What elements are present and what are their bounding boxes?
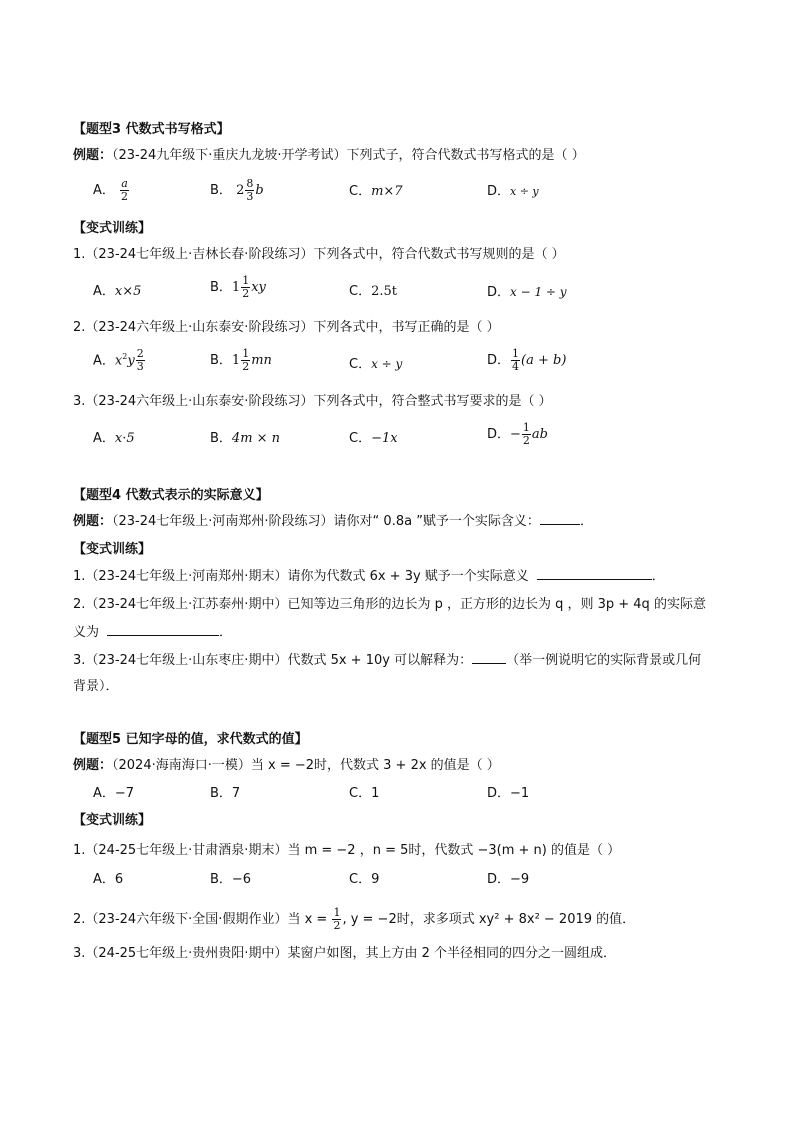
option-d: D．−1 — [487, 786, 530, 801]
option-letter: B． — [210, 183, 232, 198]
option-a: A．6 — [93, 872, 124, 887]
option-b: B．1 $\frac{1}{2}$ xy — [210, 274, 266, 300]
option-letter: D． — [487, 184, 511, 199]
answer-blank[interactable] — [537, 579, 652, 580]
option-c: C．m×7 — [349, 184, 403, 199]
option-a: A．−7 — [93, 786, 135, 801]
example-text: （23-24九年级下·重庆九龙坡·开学考试）下列式子，符合代数式书写格式的是（ ） — [112, 148, 585, 163]
question-text: 1.（23-24七年级上·河南郑州·期末）请你为代数式 6x + 3y 赋予一个实际意义 ． — [73, 569, 665, 584]
option-a: A．x·5 — [93, 431, 135, 446]
example-question-4: 例题：（23-24七年级上·河南郑州·阶段练习）请你对“ 0.8a ”赋予一个实际含义： ． — [73, 514, 593, 529]
practice-label: 【变式训练】 — [73, 813, 152, 828]
question-text: 3.（24-25七年级上·贵州贵阳·期中）某窗户如图，其上方由 2 个半径相同的四分之一圆组成． — [73, 946, 616, 961]
option-a — [93, 178, 130, 203]
section-title-4: 【题型4 代数式表示的实际意义】 — [73, 488, 269, 503]
section-title-5: 【题型5 已知字母的值，求代数式的值】 — [73, 732, 308, 747]
option-c: C．x ÷ y — [349, 357, 403, 372]
question-text: 3.（23-24六年级上·山东泰安·阶段练习）下列各式中，符合整式书写要求的是（ ） — [73, 394, 552, 409]
option-b: B． 2 $\frac{8}{3}$ b — [210, 177, 264, 203]
question-text-cont: 背景）． — [73, 679, 119, 694]
option-letter: C． — [349, 184, 372, 199]
practice-label: 【变式训练】 — [73, 542, 152, 557]
answer-blank[interactable] — [107, 635, 219, 636]
option-b: B．1 $\frac{1}{2}$ mn — [210, 347, 272, 373]
question-text: 2.（23-24六年级下·全国·假期作业）当 x = $\frac{1}{2}$ , y = −2时，求多项式 xy² + 8x² − 2019 的值． — [73, 906, 636, 932]
option-d: D． $\frac{1}{4}$ (a + b) — [487, 347, 567, 373]
option-c: C．−1x — [349, 431, 398, 446]
question-text-cont: 义为 ． — [73, 625, 233, 640]
answer-blank[interactable] — [472, 663, 506, 664]
option-c: C．1 — [349, 786, 380, 801]
option-a: A．$x^2y$ $\frac{2}{3}$ — [93, 347, 144, 374]
question-text: 3.（23-24七年级上·山东枣庄·期中）代数式 5x + 10y 可以解释为： （举一例说明它的实际背景或几何 — [73, 653, 702, 668]
fraction: $\frac{8}{3}$ — [246, 177, 254, 203]
option-letter: A． — [93, 183, 115, 198]
option-c: C．9 — [349, 872, 380, 887]
example-question-5: 例题：（2024·海南海口·一模）当 x = −2时，代数式 3 + 2x 的值是（ ） — [73, 758, 500, 773]
section-title-3: 【题型3 代数式书写格式】 — [73, 122, 230, 137]
example-question-3 — [73, 147, 585, 165]
option-a: A．x×5 — [93, 284, 142, 299]
fraction: $\frac{a}{2}$ — [121, 177, 129, 203]
question-text: 2.（23-24七年级上·江苏泰州·期中）已知等边三角形的边长为 p ，正方形的边长为 q ，则 3p + 4q 的实际意 — [73, 597, 706, 612]
question-text: 1.（23-24七年级上·吉林长春·阶段练习）下列各式中，符合代数式书写规则的是（ ） — [73, 247, 565, 262]
option-d: D．− $\frac{1}{2}$ ab — [487, 421, 548, 447]
option-b: B．−6 — [210, 872, 252, 887]
answer-blank[interactable] — [540, 524, 580, 525]
option-d: D．x − 1 ÷ y — [487, 285, 567, 300]
option-d: D．x ÷ y — [487, 184, 539, 199]
option-d: D．−9 — [487, 872, 530, 887]
option-b: B．7 — [210, 786, 241, 801]
example-label: 例题： — [73, 148, 113, 163]
practice-label: 【变式训练】 — [73, 221, 152, 236]
question-text: 1.（24-25七年级上·甘肃酒泉·期末）当 m = −2 ，n = 5时，代数式 −3(m + n) 的值是（ ） — [73, 843, 621, 858]
question-text: 2.（23-24六年级上·山东泰安·阶段练习）下列各式中，书写正确的是（ ） — [73, 320, 500, 335]
option-c: C．2.5t — [349, 284, 397, 299]
option-b: B．4m × n — [210, 431, 281, 446]
